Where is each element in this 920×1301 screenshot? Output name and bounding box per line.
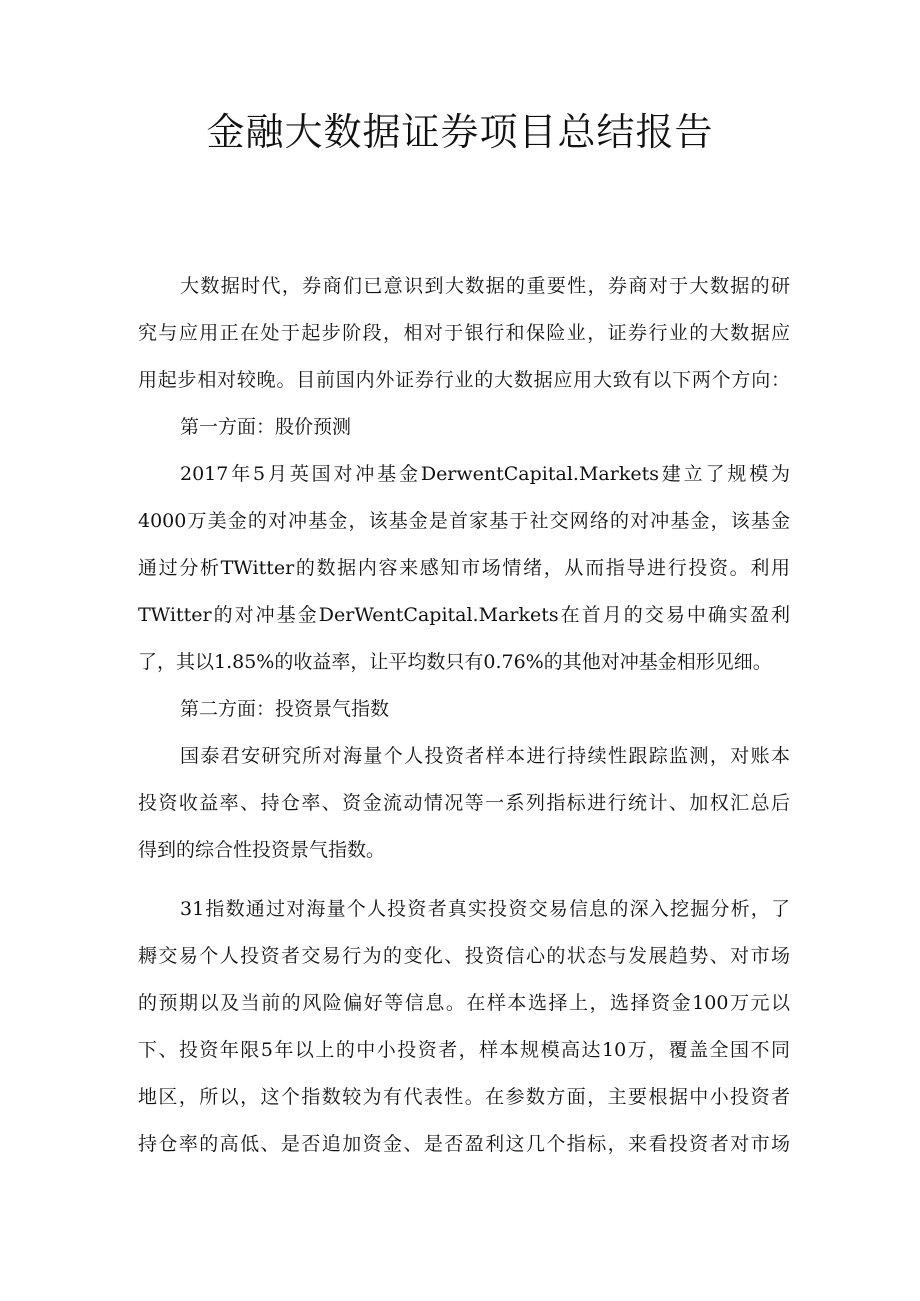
document-title: 金融大数据证券项目总结报告	[206, 110, 714, 154]
paragraph-line: 耨交易个人投资者交易行为的变化、投资信心的状态与发展趋势、对市场	[138, 945, 790, 967]
paragraph-line: 得到的综合性投资景气指数。	[138, 839, 386, 861]
paragraph-gap	[138, 877, 790, 889]
section-heading: 第一方面：股价预测	[180, 416, 352, 438]
paragraph-line: 用起步相对较晚。目前国内外证券行业的大数据应用大致有以下两个方向：	[138, 369, 790, 391]
paragraph-line: 地区，所以，这个指数较为有代表性。在参数方面，主要根据中小投资者	[138, 1086, 790, 1108]
paragraph-line: 4000万美金的对冲基金，该基金是首家基于社交网络的对冲基金，该基金	[138, 510, 790, 532]
paragraph-line: 持仓率的高低、是否追加资金、是否盈利这几个指标，来看投资者对市场	[138, 1133, 790, 1155]
paragraph-line: 了，其以1.85%的收益率，让平均数只有0.76%的其他对冲基金相形见细。	[138, 651, 772, 673]
paragraph-line: 通过分析TWitter的数据内容来感知市场情绪，从而指导进行投资。利用	[138, 557, 790, 579]
document-body	[138, 266, 790, 1171]
paragraph-line: 2017年5月英国对冲基金DerwentCapital.Markets建立了规模为	[180, 463, 790, 485]
paragraph-line: 究与应用正在处于起步阶段，相对于银行和保险业，证券行业的大数据应	[138, 322, 790, 344]
paragraph-line: 的预期以及当前的风险偏好等信息。在样本选择上，选择资金100万元以	[138, 992, 790, 1014]
paragraph-line: 国泰君安研究所对海量个人投资者样本进行持续性跟踪监测，对账本	[180, 745, 790, 767]
paragraph-line: 31指数通过对海量个人投资者真实投资交易信息的深入挖掘分析，了	[180, 898, 790, 920]
paragraph-line: 投资收益率、持仓率、资金流动情况等一系列指标进行统计、加权汇总后	[138, 792, 790, 814]
paragraph-line: TWitter的对冲基金DerWentCapital.Markets在首月的交易中确实盈利	[138, 604, 790, 626]
paragraph-line: 大数据时代，券商们已意识到大数据的重要性，券商对于大数据的研	[180, 275, 790, 297]
paragraph-line: 下、投资年限5年以上的中小投资者，样本规模高达10万，覆盖全国不同	[138, 1039, 790, 1061]
section-heading: 第二方面：投资景气指数	[180, 698, 390, 720]
